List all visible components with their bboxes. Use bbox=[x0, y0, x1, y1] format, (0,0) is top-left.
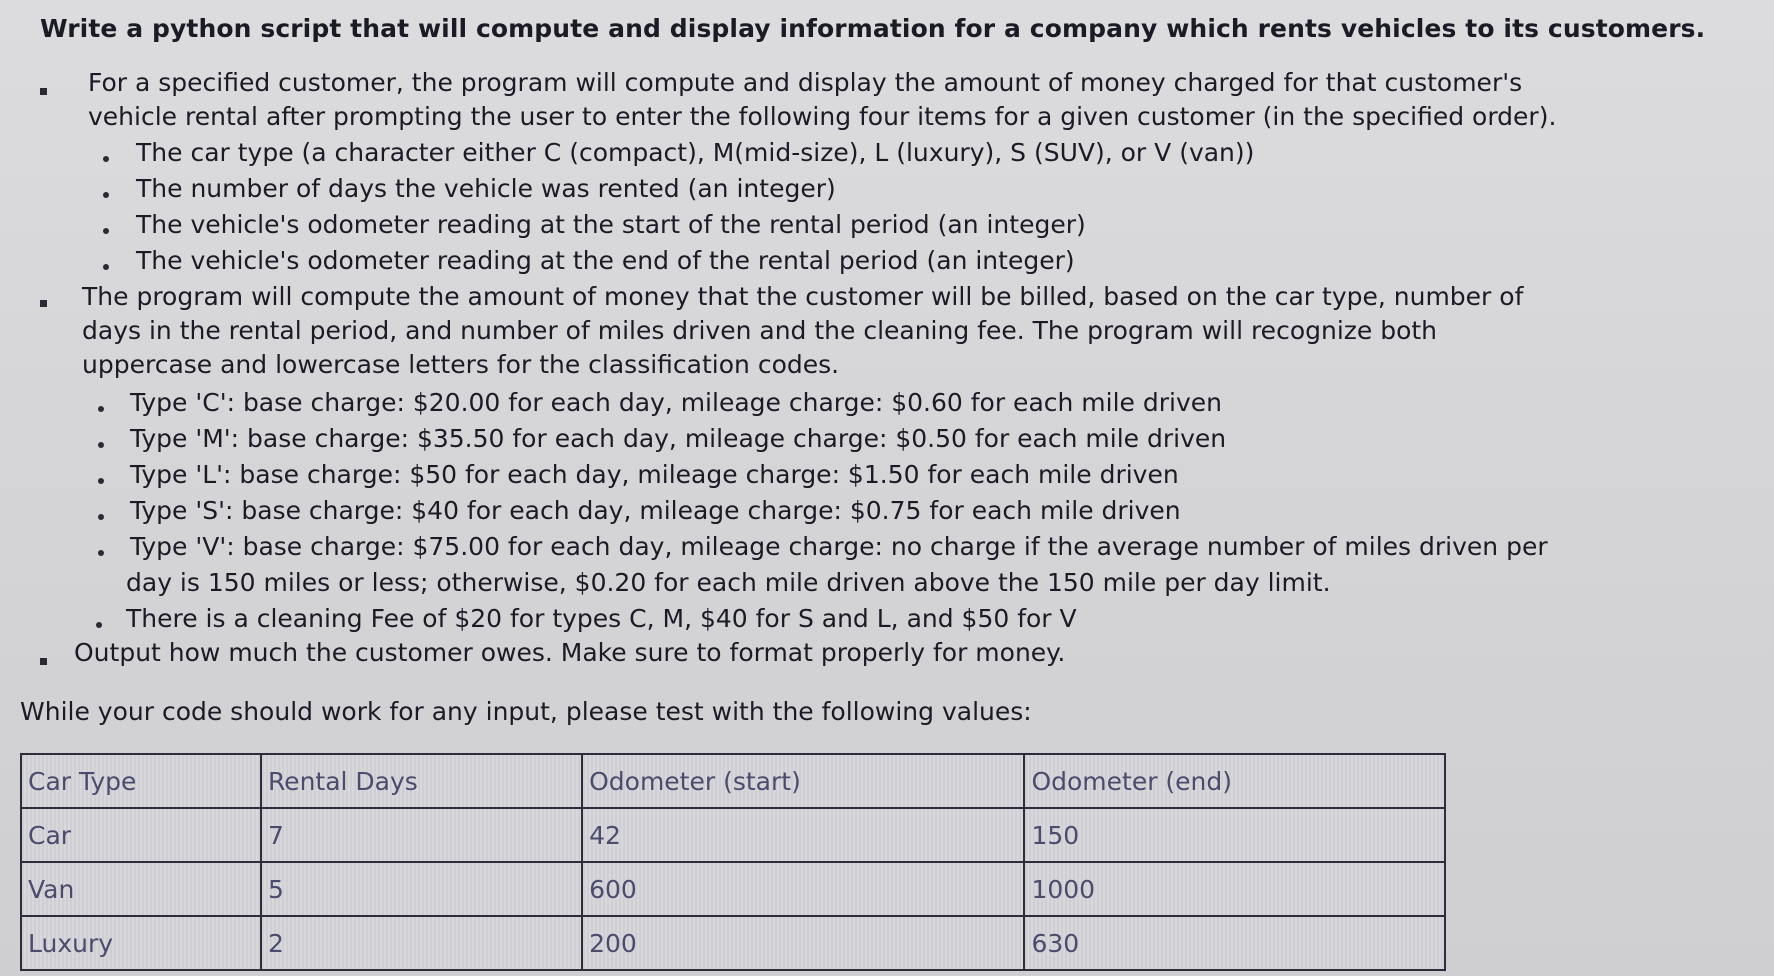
rate-type-c: Type 'C': base charge: $20.00 for each day, mileage charge: $0.60 for each mile driven bbox=[130, 388, 1222, 417]
table-row bbox=[21, 808, 1445, 862]
requirement-1-line-1: For a specified customer, the program will compute and display the amount of money charged for that customer's bbox=[88, 68, 1523, 97]
table-cell: Van bbox=[21, 862, 261, 916]
rate-type-s: Type 'S': base charge: $40 for each day, mileage charge: $0.75 for each mile driven bbox=[130, 496, 1181, 525]
bullet-dot bbox=[98, 406, 104, 412]
requirement-1-subitem-2: The number of days the vehicle was rented (an integer) bbox=[136, 174, 836, 203]
column-header-car-type: Car Type bbox=[21, 754, 261, 808]
requirement-2-line-3: uppercase and lowercase letters for the classification codes. bbox=[82, 350, 840, 379]
table-cell: Luxury bbox=[21, 916, 261, 970]
bullet-dot bbox=[98, 442, 104, 448]
requirement-2-line-1: The program will compute the amount of money that the customer will be billed, based on the car type, number of bbox=[82, 282, 1524, 311]
table-cell: 630 bbox=[1024, 916, 1445, 970]
table-row bbox=[21, 862, 1445, 916]
table-cell: 200 bbox=[582, 916, 1024, 970]
rate-type-v-line-1: Type 'V': base charge: $75.00 for each day, mileage charge: no charge if the average number of miles driven per bbox=[130, 532, 1548, 561]
rate-type-m: Type 'M': base charge: $35.50 for each day, mileage charge: $0.50 for each mile driven bbox=[130, 424, 1227, 453]
rate-type-l: Type 'L': base charge: $50 for each day, mileage charge: $1.50 for each mile driven bbox=[130, 460, 1179, 489]
table-header-row bbox=[21, 754, 1445, 808]
column-header-odometer-start: Odometer (start) bbox=[582, 754, 1024, 808]
table-cell: 2 bbox=[261, 916, 582, 970]
test-values-note: While your code should work for any input, please test with the following values: bbox=[20, 697, 1032, 726]
table-cell: Car bbox=[21, 808, 261, 862]
column-header-rental-days: Rental Days bbox=[261, 754, 582, 808]
requirement-2-line-2: days in the rental period, and number of miles driven and the cleaning fee. The program will recognize both bbox=[82, 316, 1438, 345]
bullet-square bbox=[40, 658, 47, 665]
requirement-1-subitem-3: The vehicle's odometer reading at the start of the rental period (an integer) bbox=[136, 210, 1086, 239]
table-cell: 1000 bbox=[1024, 862, 1445, 916]
test-values-table bbox=[20, 753, 1446, 971]
bullet-dot bbox=[103, 156, 109, 162]
rate-type-v-line-2: day is 150 miles or less; otherwise, $0.20 for each mile driven above the 150 mile per day limit. bbox=[126, 568, 1331, 597]
bullet-dot bbox=[98, 550, 104, 556]
bullet-dot bbox=[103, 264, 109, 270]
requirement-1-subitem-4: The vehicle's odometer reading at the end of the rental period (an integer) bbox=[136, 246, 1075, 275]
bullet-dot bbox=[98, 478, 104, 484]
bullet-square bbox=[40, 300, 47, 307]
bullet-dot bbox=[103, 192, 109, 198]
bullet-dot bbox=[96, 622, 102, 628]
table-cell: 600 bbox=[582, 862, 1024, 916]
requirement-1-line-2: vehicle rental after prompting the user to enter the following four items for a given customer (in the specified order). bbox=[88, 102, 1557, 131]
table-cell: 42 bbox=[582, 808, 1024, 862]
table-cell: 7 bbox=[261, 808, 582, 862]
intro-text: Write a python script that will compute and display information for a company which rents vehicles to its customers. bbox=[40, 14, 1706, 43]
column-header-odometer-end: Odometer (end) bbox=[1024, 754, 1445, 808]
bullet-square bbox=[40, 88, 47, 95]
table-cell: 150 bbox=[1024, 808, 1445, 862]
requirement-3-line-1: Output how much the customer owes. Make sure to format properly for money. bbox=[74, 638, 1066, 667]
table-row bbox=[21, 916, 1445, 970]
cleaning-fee-text: There is a cleaning Fee of $20 for types C, M, $40 for S and L, and $50 for V bbox=[126, 604, 1077, 633]
requirement-1-subitem-1: The car type (a character either C (compact), M(mid-size), L (luxury), S (SUV), or V (van)) bbox=[136, 138, 1255, 167]
bullet-dot bbox=[103, 228, 109, 234]
bullet-dot bbox=[98, 514, 104, 520]
table-cell: 5 bbox=[261, 862, 582, 916]
